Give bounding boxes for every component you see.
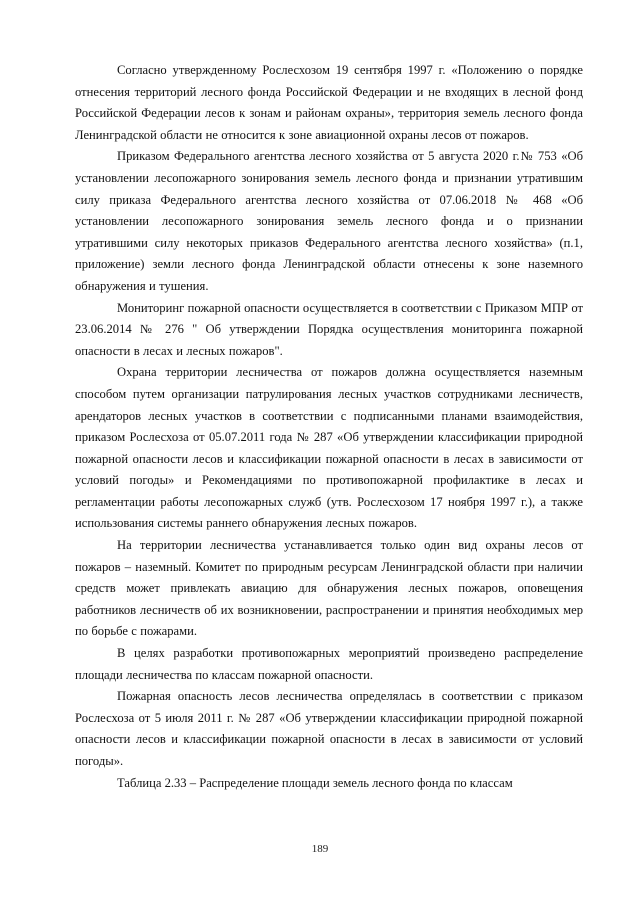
paragraph-ground-protection-type: На территории лесничества устанавливается только один вид охраны лесов от пожаров – наземный. Комитет по природным ресурсам Ленинградской области при наличии средств может привлекать авиацию для обнаружения лесных пожаров, оповещения работников лесничеств об их возникновении, распространении и принятия необходимых мер по борьбе с пожарами. xyxy=(75,538,583,639)
document-body xyxy=(75,60,583,794)
paragraph-ground-patrol: Охрана территории лесничества от пожаров должна осуществляется наземным способом путем организации патрулирования лесных участков сотрудниками лесничеств, арендаторов лесных участков в соответствии с подписанными планами взаимодействия, приказом Рослесхоза от 05.07.2011 года № 287 «Об утверждении классификации природной пожарной опасности лесов и классификации пожарной опасности в лесах в зависимости от условий погоды» и Рекомендациями по противопожарной профилактике в лесах и регламентации работы лесопожарных служб (утв. Рослесхозом 17 ноября 1997 г.), а также использования системы раннего обнаружения лесных пожаров. xyxy=(75,365,583,531)
paragraph-aviation-protection: Согласно утвержденному Рослесхозом 19 сентября 1997 г. «Положению о порядке отнесения территорий лесного фонда Российской Федерации и не входящих в лесной фонд Российской Федерации лесов к зонам и районам охраны», территория земель лесного фонда Ленинградской области не относится к зоне авиационной охраны лесов от пожаров. xyxy=(75,63,583,142)
paragraph-fire-zoning-order: Приказом Федерального агентства лесного хозяйства от 5 августа 2020 г.№ 753 «Об установлении лесопожарного зонирования земель лесного фонда и признании утратившим силу приказа Федерального агентства лесного хозяйства от 07.06.2018 № 468 «Об установлении лесопожарного зонирования земель лесного фонда и о признании утратившими силу некоторых приказов Федерального агентства лесного хозяйства» (п.1, приложение) земли лесного фонда Ленинградской области отнесены к зоне наземного обнаружения и тушения. xyxy=(75,149,583,293)
paragraph-fire-class-distribution: В целях разработки противопожарных мероприятий произведено распределение площади лесничества по классам пожарной опасности. xyxy=(75,646,583,682)
paragraph-fire-monitoring: Мониторинг пожарной опасности осуществляется в соответствии с Приказом МПР от 23.06.2014 № 276 " Об утверждении Порядка осуществления мониторинга пожарной опасности в лесах и лесных пожаров". xyxy=(75,300,583,358)
table-caption: Таблица 2.33 – Распределение площади земель лесного фонда по классам xyxy=(117,775,513,790)
page-number: 189 xyxy=(311,843,329,855)
paragraph-fire-hazard-classification: Пожарная опасность лесов лесничества определялась в соответствии с приказом Рослесхоза от 5 июля 2011 г. № 287 «Об утверждении классификации природной пожарной опасности лесов и классификации пожарной опасности в лесах в зависимости от условий погоды». xyxy=(75,689,583,768)
